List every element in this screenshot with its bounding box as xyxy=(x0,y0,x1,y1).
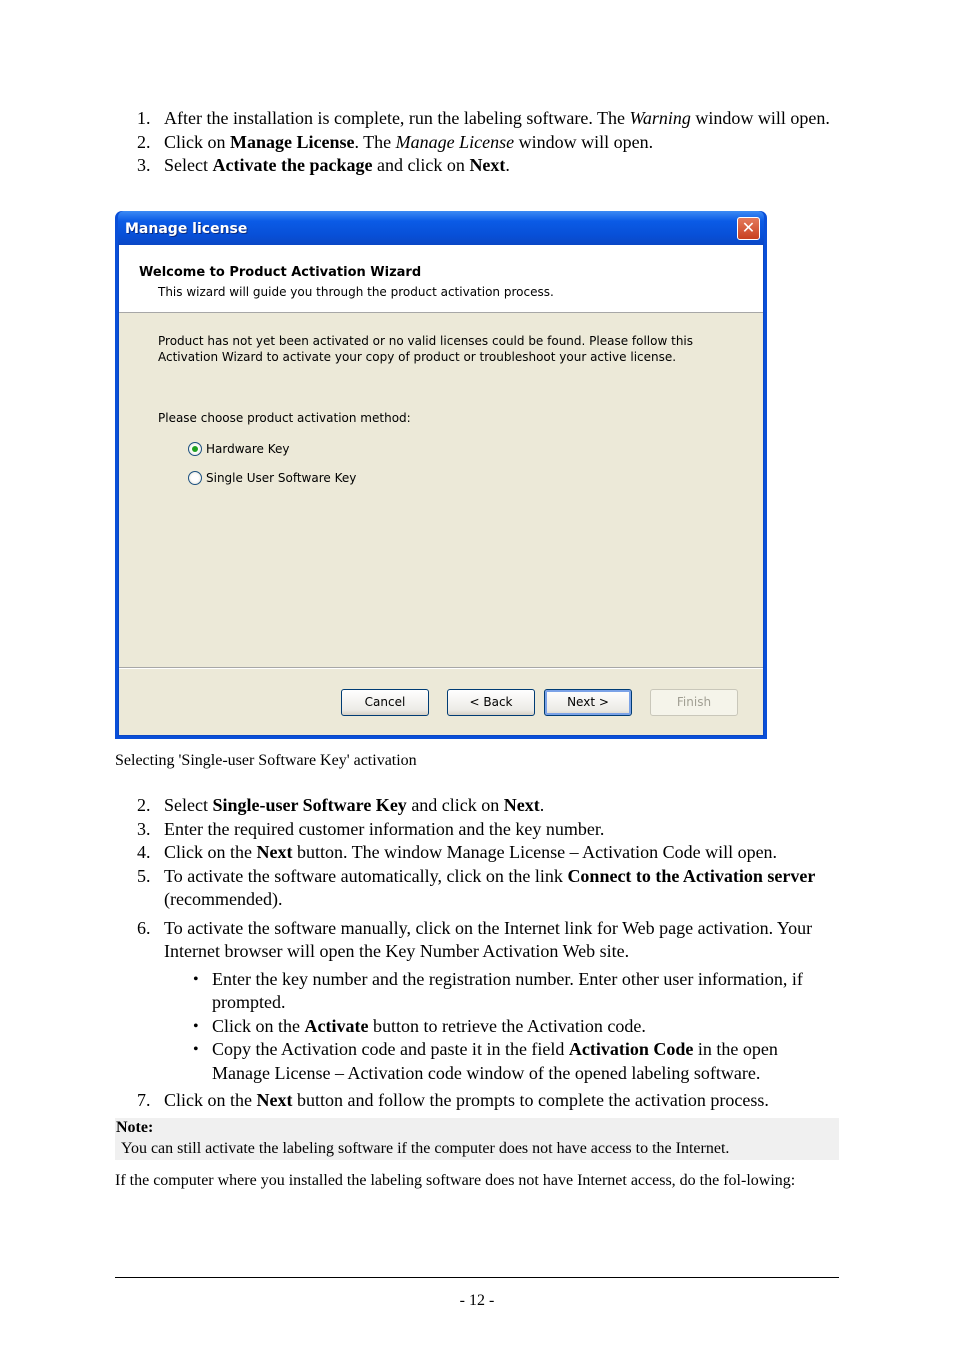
button-separator xyxy=(119,667,763,669)
text-run: Activate the package xyxy=(212,155,373,175)
activation-method-label: Please choose product activation method: xyxy=(158,411,411,425)
figure-caption: Selecting 'Single-user Software Key' activation xyxy=(115,752,417,769)
text-run: and click on xyxy=(372,155,470,175)
list-item-text xyxy=(164,866,815,910)
list-item-text xyxy=(164,819,604,839)
note-box xyxy=(115,1118,839,1160)
radio-unselected-icon[interactable] xyxy=(188,471,202,485)
list-item xyxy=(115,865,840,912)
bullet-icon: • xyxy=(193,1017,199,1035)
bullet-item xyxy=(164,1038,840,1085)
text-run: Next xyxy=(503,795,540,815)
manage-license-window xyxy=(115,211,767,739)
text-run: After the installation is complete, run the labeling software. The xyxy=(164,108,630,128)
radio-single-user-label: Single User Software Key xyxy=(206,471,357,485)
wizard-client-area xyxy=(118,245,764,736)
radio-hardware-key-label: Hardware Key xyxy=(206,442,290,456)
text-run: Connect to the Activation server xyxy=(567,865,816,886)
text-run: button and follow the prompts to complete the activation process. xyxy=(292,1090,769,1110)
text-run: Enter the required customer information and the key number. xyxy=(164,818,605,839)
list-number: 4. xyxy=(137,842,151,862)
wizard-subtitle: This wizard will guide you through the product activation process. xyxy=(158,285,554,299)
text-run: (recommended). xyxy=(164,889,283,909)
text-run: Click on the xyxy=(212,1015,305,1036)
list-item-text xyxy=(164,842,777,862)
text-run: Manage License xyxy=(395,131,515,152)
list-item xyxy=(115,154,840,178)
text-run: button to retrieve the Activation code. xyxy=(368,1015,646,1036)
text-run: Copy the Activation code and paste it in the field xyxy=(212,1039,569,1059)
page-number: - 12 - xyxy=(459,1292,495,1309)
list-item-text xyxy=(164,155,510,175)
list-item-text xyxy=(164,795,544,815)
list-item-text xyxy=(164,1090,769,1110)
text-run: Next xyxy=(256,842,293,862)
list-item xyxy=(115,818,840,842)
list-item-text xyxy=(164,918,812,962)
text-run: button. The window Manage License – Activation Code will open. xyxy=(292,842,778,862)
note-title: Note: xyxy=(116,1119,154,1136)
text-run: Click on the xyxy=(164,1090,257,1110)
title-bar xyxy=(118,211,764,245)
text-run: Warning xyxy=(629,108,691,128)
footer-rule xyxy=(115,1277,839,1278)
list-item xyxy=(115,131,840,155)
text-run: Select xyxy=(164,795,213,815)
wizard-message-line-1: Product has not yet been activated or no valid licenses could be found. Please follow this xyxy=(158,334,694,348)
text-run: Click on the xyxy=(164,842,257,862)
list-number: 3. xyxy=(137,155,151,175)
text-run: Manage License xyxy=(230,131,355,152)
text-run: Next xyxy=(469,155,506,175)
list-item xyxy=(115,1089,840,1113)
text-run: Activation Code xyxy=(568,1039,694,1059)
text-run: window will open. xyxy=(690,108,830,128)
list-number: 2. xyxy=(137,131,151,152)
bullet-item xyxy=(164,1015,840,1039)
text-run: To activate the software manually, click on the Internet link for Web page activation. Your Internet browser will open the Key Number Activation Web site. xyxy=(164,917,813,961)
list-item xyxy=(115,841,840,865)
text-run: . xyxy=(505,155,510,175)
text-run: Click on xyxy=(164,131,230,152)
radio-hardware-key[interactable] xyxy=(188,442,290,456)
steps-list-top xyxy=(115,107,840,178)
bullet-icon: • xyxy=(193,970,199,988)
steps-list-bottom xyxy=(115,794,840,1113)
text-run: Single-user Software Key xyxy=(212,795,407,815)
finish-button: Finish xyxy=(650,689,738,716)
list-number: 7. xyxy=(137,1090,151,1110)
list-number: 1. xyxy=(137,108,151,128)
radio-selected-icon[interactable] xyxy=(188,442,202,456)
text-run: and click on xyxy=(406,795,504,815)
text-run: Enter the key number and the registration number. Enter other user information, if prompted. xyxy=(212,968,803,1012)
text-run: Activate xyxy=(304,1015,369,1036)
list-item xyxy=(115,917,840,1086)
wizard-message xyxy=(158,333,718,365)
bullet-icon: • xyxy=(193,1041,199,1058)
bullet-item xyxy=(164,968,840,1015)
body-paragraph: If the computer where you installed the labeling software does not have Internet access, do the fol-lowing: xyxy=(115,1172,796,1189)
list-number: 6. xyxy=(137,917,151,938)
text-run: window will open. xyxy=(514,131,654,152)
window-title: Manage license xyxy=(125,221,248,237)
text-run: . The xyxy=(354,131,396,152)
text-run: . xyxy=(539,795,545,815)
cancel-button[interactable]: Cancel xyxy=(341,689,429,716)
text-run: in the open Manage License – Activation code window of the opened labeling software. xyxy=(212,1039,778,1083)
text-run: Select xyxy=(164,155,213,175)
text-run: Next xyxy=(256,1090,293,1110)
radio-single-user-software-key[interactable] xyxy=(188,471,356,485)
close-icon[interactable]: ✕ xyxy=(737,217,760,240)
list-number: 2. xyxy=(137,795,151,815)
list-number: 5. xyxy=(137,865,151,886)
wizard-header xyxy=(119,245,763,313)
list-number: 3. xyxy=(137,818,151,839)
wizard-title: Welcome to Product Activation Wizard xyxy=(139,265,422,280)
wizard-message-line-2: Activation Wizard to activate your copy of product or troubleshoot your active license. xyxy=(158,350,677,364)
next-button[interactable]: Next > xyxy=(544,689,632,716)
list-item xyxy=(115,794,840,818)
back-button[interactable]: < Back xyxy=(447,689,535,716)
note-text: You can still activate the labeling software if the computer does not have access to the Internet. xyxy=(121,1140,730,1157)
text-run: To activate the software automatically, click on the link xyxy=(164,865,568,886)
bullet-list xyxy=(164,968,840,1086)
list-item xyxy=(115,107,840,131)
list-item-text xyxy=(164,132,653,152)
list-item-text xyxy=(164,108,830,128)
